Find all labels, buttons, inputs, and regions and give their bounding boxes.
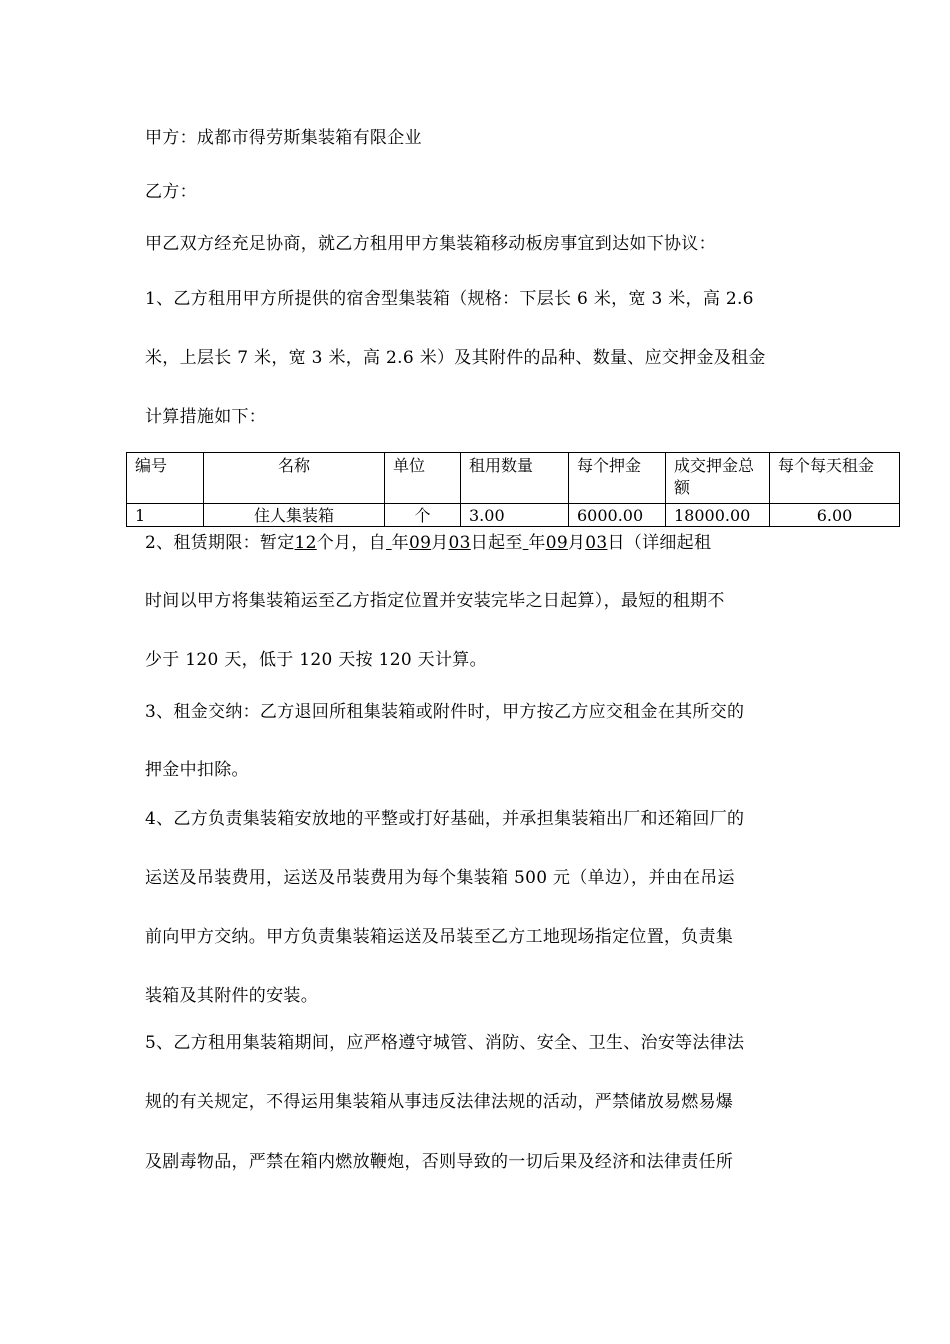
party-a-line: 甲方：成都市得劳斯集装箱有限企业 bbox=[145, 128, 422, 148]
clause-5-line-2: 规的有关规定，不得运用集装箱从事违反法律法规的活动，严禁储放易燃易爆 bbox=[145, 1092, 734, 1112]
table-header-cell: 名称 bbox=[204, 453, 385, 504]
clause-2-text: 日起至 bbox=[470, 533, 523, 553]
table-header-cell: 租用数量 bbox=[461, 453, 569, 504]
clause-3-line-1: 3、租金交纳：乙方退回所租集装箱或附件时，甲方按乙方应交租金在其所交的 bbox=[145, 702, 745, 722]
clause-4-line-1: 4、乙方负责集装箱安放地的平整或打好基础，并承担集装箱出厂和还箱回厂的 bbox=[145, 809, 745, 829]
clause-4-line-4: 装箱及其附件的安装。 bbox=[145, 986, 318, 1006]
table-cell: 3.00 bbox=[461, 504, 569, 527]
clause-1-line-3: 计算措施如下： bbox=[145, 407, 267, 427]
clause-3-line-2: 押金中扣除。 bbox=[145, 760, 249, 780]
table-header-cell: 编号 bbox=[127, 453, 204, 504]
table-cell: 1 bbox=[127, 504, 204, 527]
clause-2-text: 月 bbox=[431, 533, 449, 553]
table-header-cell: 每个押金 bbox=[569, 453, 666, 504]
clause-2-text: 月 bbox=[567, 533, 586, 553]
clause-5-line-3: 及剧毒物品，严禁在箱内燃放鞭炮，否则导致的一切后果及经济和法律责任所 bbox=[145, 1152, 734, 1172]
table-header-cell: 每个每天租金 bbox=[770, 453, 900, 504]
intro-paragraph: 甲乙双方经充足协商，就乙方租用甲方集装箱移动板房事宜到达如下协议： bbox=[145, 234, 716, 254]
party-b-line: 乙方： bbox=[145, 182, 197, 202]
table-cell: 住人集装箱 bbox=[204, 504, 385, 527]
table-cell: 个 bbox=[385, 504, 461, 527]
start-day: 03 bbox=[448, 533, 471, 553]
clause-2-line-2: 时间以甲方将集装箱运至乙方指定位置并安装完毕之日起算），最短的租期不 bbox=[145, 591, 725, 611]
clause-4-line-2: 运送及吊装费用，运送及吊装费用为每个集装箱 500 元（单边），并由在吊运 bbox=[145, 868, 735, 888]
clause-2-text: 日（详细起租 bbox=[607, 533, 712, 553]
table-row bbox=[127, 504, 900, 527]
clause-5-line-1: 5、乙方租用集装箱期间，应严格遵守城管、消防、安全、卫生、治安等法律法 bbox=[145, 1033, 745, 1053]
table-header-cell: 单位 bbox=[385, 453, 461, 504]
table-header-cell: 成交押金总额 bbox=[666, 453, 770, 504]
clause-2-line-1 bbox=[145, 531, 711, 555]
clause-4-line-3: 前向甲方交纳。甲方负责集装箱运送及吊装至乙方工地现场指定位置，负责集 bbox=[145, 927, 734, 947]
rental-table bbox=[126, 452, 900, 527]
clause-1-line-1: 1、乙方租用甲方所提供的宿舍型集装箱（规格：下层长 6 米，宽 3 米，高 2.6 bbox=[145, 289, 754, 309]
lease-months: 12 bbox=[294, 533, 317, 553]
table-cell: 6000.00 bbox=[569, 504, 666, 527]
clause-2-text: 年 bbox=[528, 533, 546, 553]
table-cell: 18000.00 bbox=[666, 504, 770, 527]
end-month: 09 bbox=[545, 533, 568, 553]
end-day: 03 bbox=[585, 533, 608, 553]
clause-2-text: 个月，自 bbox=[316, 533, 386, 553]
table-cell: 6.00 bbox=[770, 504, 900, 527]
clause-1-line-2: 米，上层长 7 米，宽 3 米，高 2.6 米）及其附件的品种、数量、应交押金及租金 bbox=[145, 348, 766, 368]
clause-2-text: 2、租赁期限：暂定 bbox=[145, 533, 295, 553]
clause-2-line-3: 少于 120 天，低于 120 天按 120 天计算。 bbox=[145, 650, 487, 670]
clause-2-text: 年 bbox=[391, 533, 409, 553]
start-month: 09 bbox=[408, 533, 432, 553]
table-header-row bbox=[127, 453, 900, 504]
